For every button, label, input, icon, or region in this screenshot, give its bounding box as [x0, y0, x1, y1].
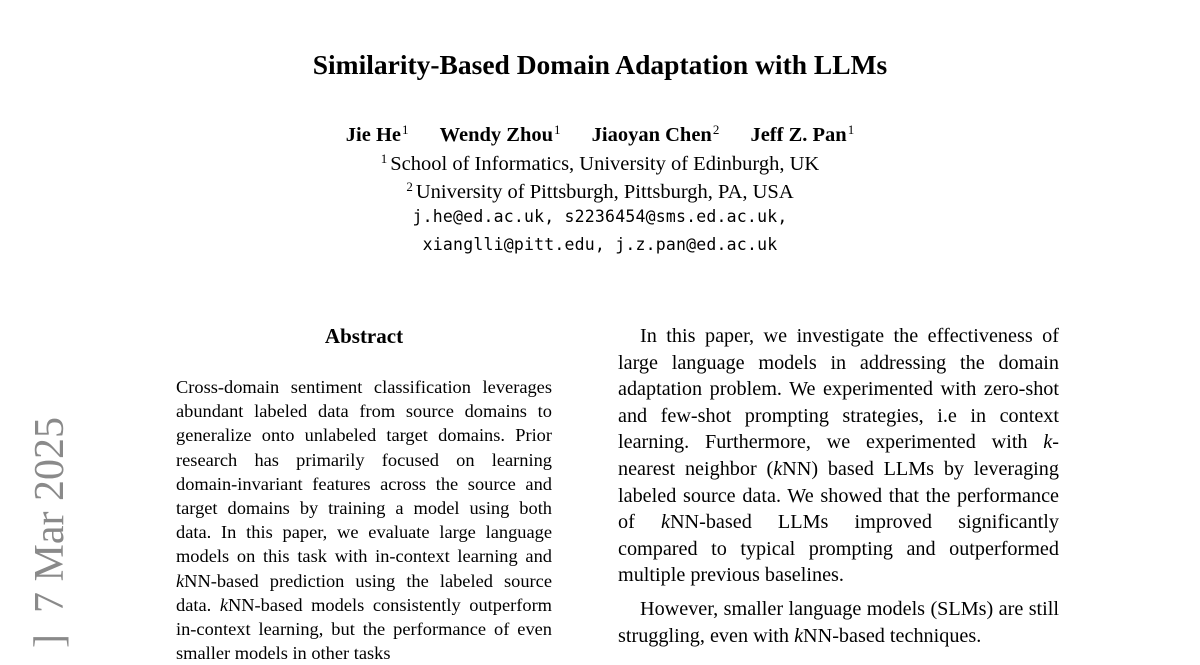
introduction-column	[618, 323, 1059, 649]
affiliation: $^1$ School of Informatics, University of Edinburgh, UK	[380, 151, 820, 175]
email-line: xianglli@pitt.edu, j.z.pan@ed.ac.uk	[422, 235, 778, 254]
author: Jiaoyan Chen$^2$	[591, 122, 720, 146]
abstract-body: Cross-domain sentiment classification leverages abundant labeled data from source domains to generalize onto unlabeled target domains. Prior research has primarily focused on learning domain-invariant features across the source and target domains by training a model using both data. In this paper, we evaluate large language models on this task with in-context learning and kNN-based prediction using the labeled source data. kNN-based models consistently outperform in-context learning, but the performance of even smaller models in other tasks	[176, 377, 552, 664]
author: Jeff Z. Pan$^1$	[750, 122, 855, 146]
paper-title: Similarity-Based Domain Adaptation with LLMs	[312, 49, 888, 80]
arxiv-stamp: ] 7 Mar 2025	[27, 417, 73, 648]
arxiv-date: 7 Mar 2025	[27, 417, 73, 613]
abstract-heading: Abstract	[324, 324, 404, 348]
intro-paragraph: In this paper, we investigate the effectiveness of large language models in addressing the domain adaptation problem. We experimented with zero-shot and few-shot prompting strategies, i.e in context learning. Furthermore, we experimented with k-nearest neighbor (kNN) based LLMs by leveraging labeled source data. We showed that the performance of kNN-based LLMs improved significantly compared to typical prompting and outperformed multiple previous baselines.	[618, 325, 1059, 587]
email-line: j.he@ed.ac.uk, s2236454@sms.ed.ac.uk,	[412, 207, 788, 226]
author: Jie He$^1$	[345, 122, 409, 146]
intro-paragraph: However, smaller language models (SLMs) are still struggling, even with kNN-based techniques.	[618, 597, 1059, 647]
affiliation: $^2$ University of Pittsburgh, Pittsburgh, PA, USA	[406, 179, 794, 203]
author: Wendy Zhou$^1$	[439, 122, 561, 146]
